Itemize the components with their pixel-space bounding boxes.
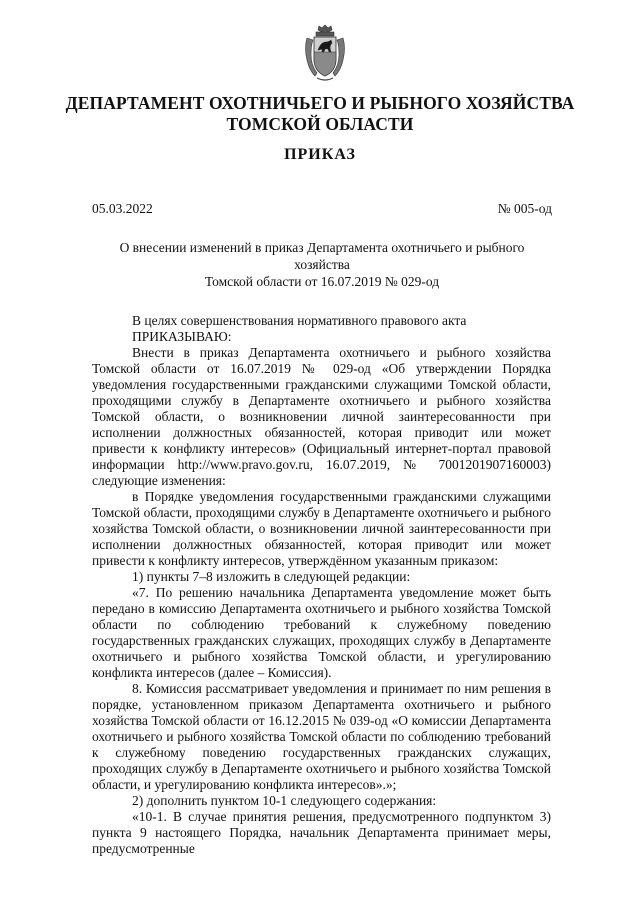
paragraph-point-8: 8. Комиссия рассматривает уведомления и принимает по ним решения в порядке, установленном приказом Департамента охотничьего и рыбного хозяйства Томской области от 16.12.2015 № 039-од «О комиссии Департамента охотничьего и рыбного хозяйства Томской области по соблюдению требований к служебному поведению государственных гражданских служащих, проходящих службу в Департаменте охотничьего и рыбного хозяйства Томской области, и урегулированию конфликта интересов».»; bbox=[92, 681, 551, 792]
paragraph-item-2: 2) дополнить пунктом 10-1 следующего содержания: bbox=[132, 793, 437, 808]
organization-name-line1: ДЕПАРТАМЕНТ ОХОТНИЧЬЕГО И РЫБНОГО ХОЗЯЙСТВА bbox=[65, 93, 575, 113]
order-date: 05.03.2022 bbox=[92, 201, 153, 216]
paragraph-point-10-1: «10-1. В случае принятия решения, предусмотренного подпунктом 3) пункта 9 настоящего Порядка, начальник Департамента принимает меры, предусмотренные bbox=[92, 809, 551, 856]
organization-name-line2: ТОМСКОЙ ОБЛАСТИ bbox=[226, 114, 414, 134]
paragraph-preamble: В целях совершенствования нормативного правового акта bbox=[132, 313, 467, 328]
document-type: ПРИКАЗ bbox=[284, 146, 356, 163]
order-body bbox=[92, 313, 551, 857]
paragraph-point-7: «7. По решению начальника Департамента уведомление может быть передано в комиссию Департамента охотничьего и рыбного хозяйства Томской области по соблюдению требований к служебному поведению государственных гражданских служащих, проходящих службу в Департаменте охотничьего и рыбного хозяйства Томской области, и урегулированию конфликта интересов (далее – Комиссия). bbox=[92, 585, 551, 680]
paragraph-order-word: ПРИКАЗЫВАЮ: bbox=[132, 329, 232, 344]
order-subject bbox=[92, 239, 552, 290]
paragraph-item-1: 1) пункты 7–8 изложить в следующей редакции: bbox=[132, 569, 411, 584]
subject-line2: Томской области от 16.07.2019 № 029-од bbox=[204, 274, 440, 289]
order-number: № 005-од bbox=[497, 201, 552, 216]
subject-line1: О внесении изменений в приказ Департамента охотничьего и рыбного хозяйства bbox=[119, 240, 525, 272]
organization-name bbox=[60, 93, 580, 135]
paragraph-main-change: Внести в приказ Департамента охотничьего и рыбного хозяйства Томской области от 16.07.2019 № 029-од «Об утверждении Порядка уведомления государственными гражданскими служащими Томской области, проходящими службу в Департаменте охотничьего и рыбного хозяйства Томской области, о возникновении личной заинтересованности при исполнении должностных обязанностей, которая приводит или может привести к конфликту интересов» (Официальный интернет-портал правовой информации http://www.pravo.gov.ru, 16.07.2019, № 7001201907160003) следующие изменения: bbox=[92, 345, 551, 488]
paragraph-procedure: в Порядке уведомления государственными гражданскими служащими Томской области, проходящими службу в Департаменте охотничьего и рыбного хозяйства Томской области, о возникновении личной заинтересованности при исполнении должностных обязанностей, которая приводит или может привести к конфликту интересов, утверждённом указанным приказом: bbox=[92, 489, 551, 568]
coat-of-arms-icon bbox=[303, 24, 347, 82]
